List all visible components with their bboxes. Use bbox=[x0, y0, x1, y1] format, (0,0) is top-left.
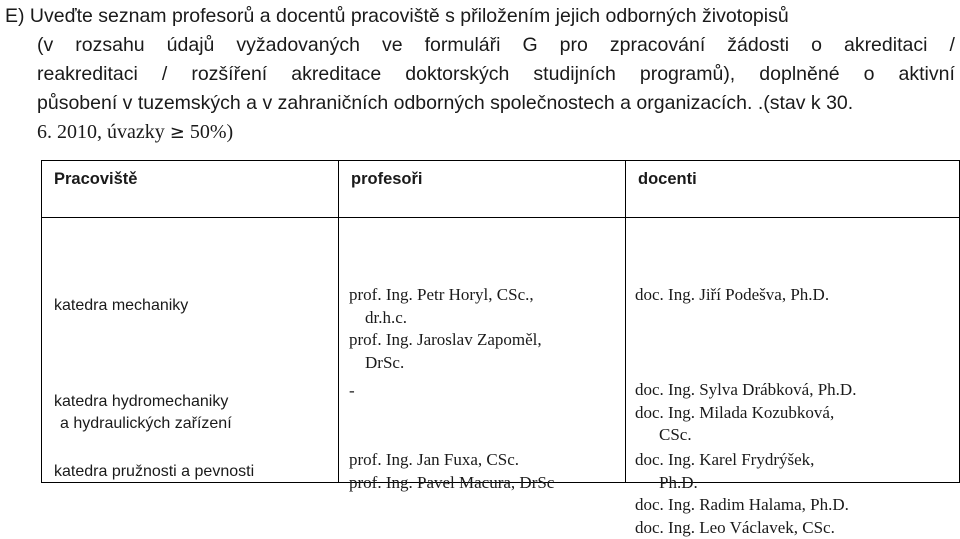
docent-name: doc. Ing. Jiří Podešva, Ph.D. bbox=[635, 284, 897, 307]
heading-line-3 bbox=[5, 60, 955, 89]
word: G bbox=[522, 31, 537, 60]
table-header-row bbox=[42, 161, 960, 218]
word: rozšíření bbox=[191, 60, 267, 89]
docent-name: doc. Ing. Sylva Drábková, Ph.D. bbox=[635, 379, 897, 402]
department-label: katedra pružnosti a pevnosti bbox=[54, 461, 254, 483]
professor-dash: - bbox=[349, 380, 615, 403]
word: pro bbox=[560, 31, 588, 60]
docent-entry bbox=[635, 379, 897, 447]
word: akreditace bbox=[291, 60, 381, 89]
word: doplněné bbox=[759, 60, 839, 89]
departments-cell bbox=[42, 218, 338, 482]
percent-text: 50%) bbox=[185, 121, 233, 143]
professor-name: prof. Ing. Pavel Macura, DrSc bbox=[349, 472, 615, 495]
word: / bbox=[949, 31, 954, 60]
professor-entry bbox=[349, 329, 615, 374]
table-body-row bbox=[42, 218, 960, 483]
word: (v bbox=[37, 31, 53, 60]
word: zpracování bbox=[610, 31, 705, 60]
word: studijních bbox=[533, 60, 615, 89]
heading-line-5 bbox=[5, 118, 955, 147]
docent-name: doc. Ing. Milada Kozubková, bbox=[635, 402, 897, 425]
word: žádosti bbox=[727, 31, 789, 60]
word: rozsahu bbox=[75, 31, 144, 60]
word: reakreditaci bbox=[37, 60, 138, 89]
professor-name-cont: DrSc. bbox=[349, 352, 615, 375]
docent-name-cont: CSc. bbox=[635, 424, 897, 447]
docent-entry bbox=[635, 449, 897, 539]
heading-line-4: působení v tuzemských a v zahraničních odborných společnostech a organizacích. .(stav k 30. bbox=[5, 89, 955, 118]
section-heading bbox=[5, 2, 955, 147]
word: programů), bbox=[640, 60, 735, 89]
docent-name: doc. Ing. Karel Frydrýšek, bbox=[635, 449, 897, 472]
stav-text: 6. 2010, úvazky bbox=[37, 121, 170, 143]
department-label: katedra hydromechaniky bbox=[54, 391, 232, 413]
professor-entry bbox=[349, 449, 615, 494]
heading-line-2 bbox=[5, 31, 955, 60]
docent-name: doc. Ing. Radim Halama, Ph.D. bbox=[635, 494, 897, 517]
word: / bbox=[162, 60, 167, 89]
header-profesori: profesoři bbox=[339, 161, 626, 218]
header-docenti: docenti bbox=[626, 161, 960, 218]
professor-name: prof. Ing. Petr Horyl, CSc., bbox=[349, 284, 615, 307]
word: aktivní bbox=[899, 60, 955, 89]
word: akreditaci bbox=[844, 31, 927, 60]
professors-cell bbox=[339, 218, 625, 482]
word: ve bbox=[382, 31, 403, 60]
department-label: katedra mechaniky bbox=[54, 295, 188, 317]
heading-line-1: E) Uveďte seznam profesorů a docentů pracoviště s přiložením jejich odborných životopisů bbox=[5, 2, 955, 31]
word: údajů bbox=[167, 31, 215, 60]
staff-table bbox=[41, 160, 960, 483]
word: doktorských bbox=[405, 60, 509, 89]
department-pruznosti bbox=[54, 461, 254, 483]
header-pracoviste: Pracoviště bbox=[42, 161, 339, 218]
department-hydromechaniky bbox=[54, 391, 232, 435]
department-mechaniky bbox=[54, 295, 188, 317]
word: formuláři bbox=[425, 31, 501, 60]
professor-entry bbox=[349, 284, 615, 329]
docent-name: doc. Ing. Leo Václavek, CSc. bbox=[635, 517, 897, 539]
professor-name: prof. Ing. Jan Fuxa, CSc. bbox=[349, 449, 615, 472]
word: o bbox=[811, 31, 822, 60]
professor-name-cont: dr.h.c. bbox=[349, 307, 615, 330]
word: vyžadovaných bbox=[236, 31, 360, 60]
docent-name-cont: Ph.D. bbox=[635, 472, 897, 495]
professor-name: prof. Ing. Jaroslav Zapoměl, bbox=[349, 329, 615, 352]
department-label-cont: a hydraulických zařízení bbox=[54, 413, 232, 435]
word: o bbox=[864, 60, 875, 89]
docents-cell bbox=[626, 218, 959, 482]
greater-equal-symbol: ≥ bbox=[170, 122, 185, 143]
